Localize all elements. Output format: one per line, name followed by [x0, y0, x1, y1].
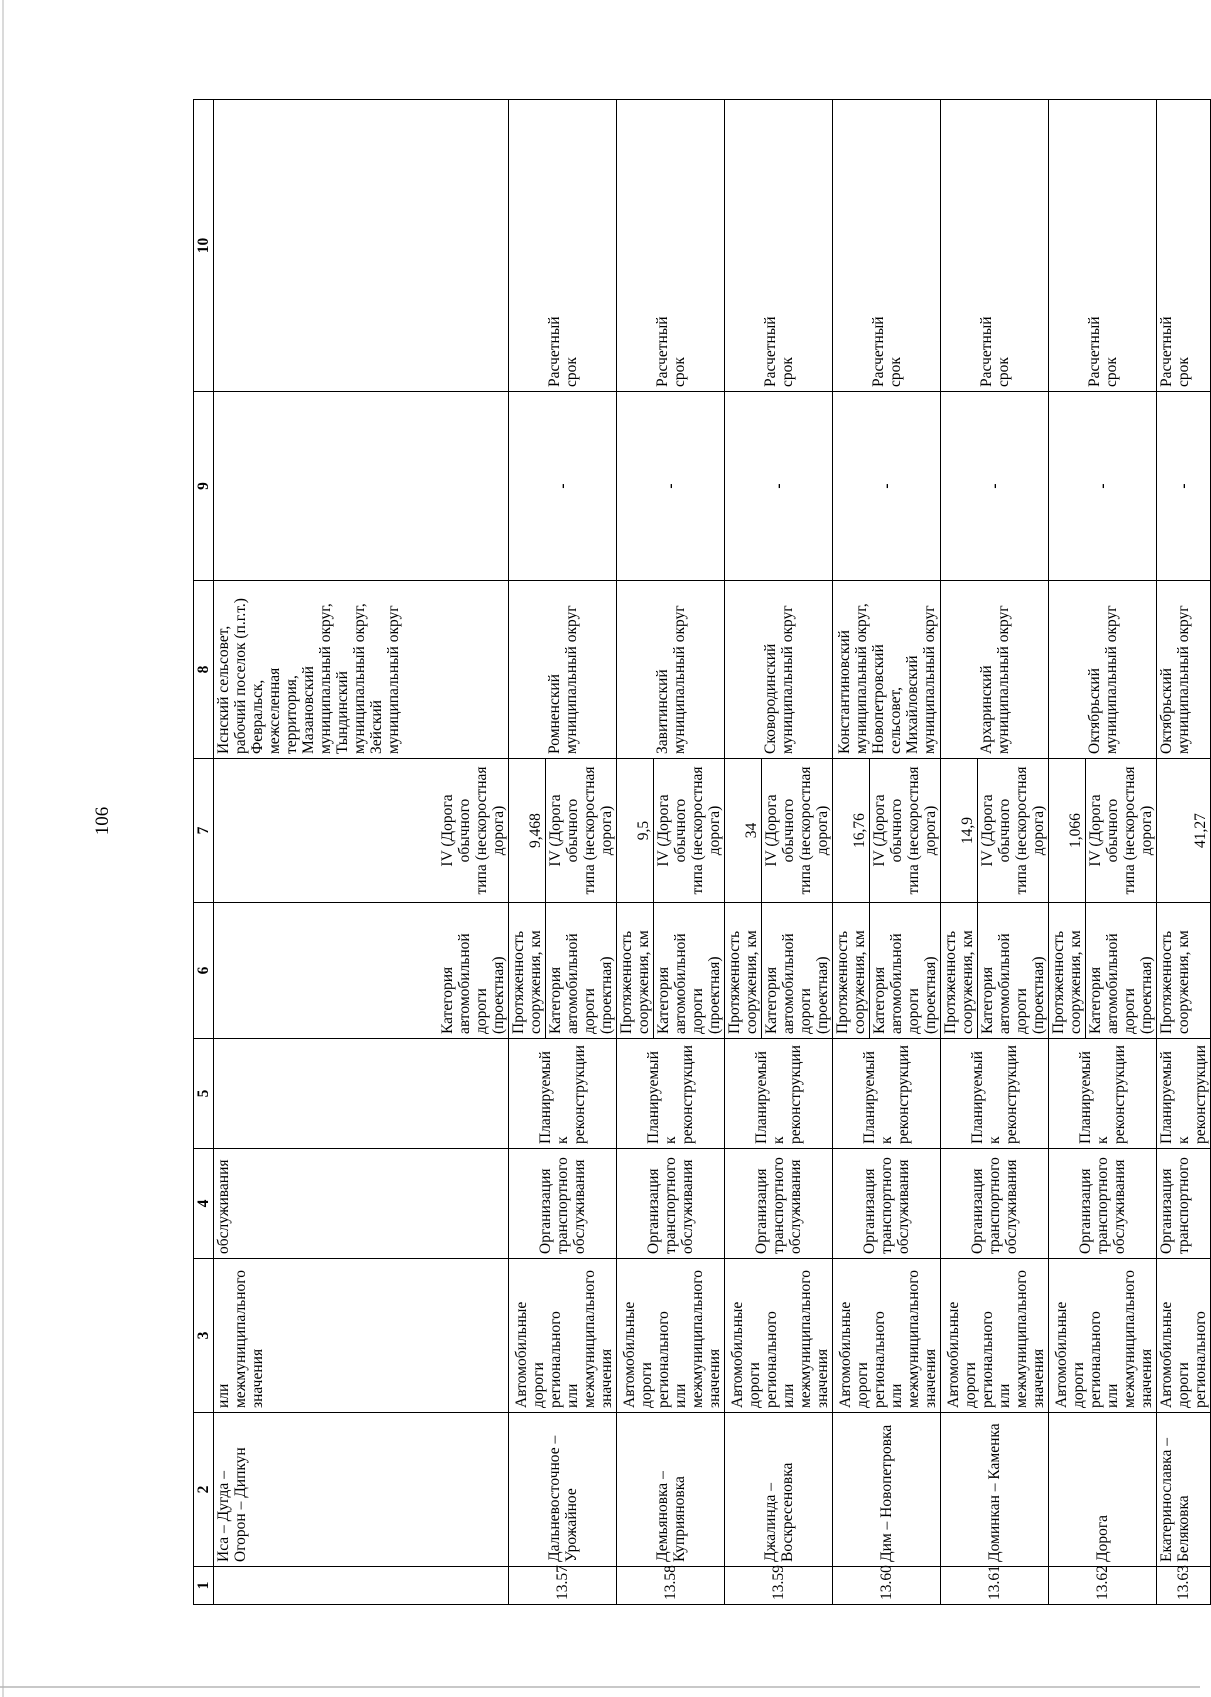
cell-param: Категория автомобильной дороги (проектная) — [978, 903, 1049, 1039]
rotated-table-wrapper — [193, 100, 1209, 1605]
column-number: 6 — [194, 903, 214, 1039]
cell-param: Категория автомобильной дороги (проектная) — [654, 903, 725, 1039]
cell-value: Автомобильные дороги регионального или межмуниципального значения — [1049, 1259, 1157, 1413]
cell-purpose: Организация транспортного обслуживания — [617, 1149, 725, 1259]
cell-value: Автомобильные дороги регионального или межмуниципального значения — [617, 1259, 725, 1413]
cell-location: Сковородинский муниципальный округ — [725, 581, 833, 759]
cell-term: Расчетный срок — [617, 100, 725, 392]
cell-param: Категория автомобильной дороги (проектная) — [214, 903, 509, 1039]
cell-no — [214, 1567, 509, 1605]
cell-col9 — [214, 392, 509, 581]
cell-route: Дим – Новопетровка — [833, 1413, 941, 1567]
cell-col9: - — [1049, 392, 1157, 581]
cell-location: Октябрьский муниципальный округ — [1049, 581, 1157, 759]
continuation-row — [214, 100, 509, 1605]
cell-col9: - — [1157, 392, 1211, 581]
table-row — [833, 100, 870, 1605]
cell-route: Доминкан – Каменка — [941, 1413, 1049, 1567]
cell-param-value: 34 — [725, 759, 762, 903]
cell-status — [214, 1039, 509, 1149]
road-objects-table — [193, 99, 1211, 1605]
cell-no: 13.61 — [941, 1567, 1049, 1605]
column-number: 1 — [194, 1567, 214, 1605]
cell-col9: - — [509, 392, 617, 581]
cell-route: Иса – Дугда – Огорон – Дипкун — [214, 1413, 509, 1567]
cell-param: Протяженность сооружения, км — [617, 903, 654, 1039]
cell-param-value: 9,5 — [617, 759, 654, 903]
column-number-row — [194, 100, 214, 1605]
cell-param: Протяженность сооружения, км — [1049, 903, 1086, 1039]
cell-status: Планируемый к реконструкции — [509, 1039, 617, 1149]
column-number: 9 — [194, 392, 214, 581]
table-row — [725, 100, 762, 1605]
cell-location: Архаринский муниципальный округ — [941, 581, 1049, 759]
cell-term: Расчетный срок — [509, 100, 617, 392]
table-row — [1157, 100, 1211, 1605]
column-number: 8 — [194, 581, 214, 759]
cell-location: Иснский сельсовет, рабочий поселок (п.г.т.) Февральск, межселенная территория, Мазановский муниципальный округ, Тындинский муниципальный округ, Зейский муниципальный округ — [214, 581, 509, 759]
cell-purpose: Организация транспортного обслуживания — [833, 1149, 941, 1259]
cell-purpose: Организация транспортного обслуживания — [509, 1149, 617, 1259]
cell-status: Планируемый к реконструкции — [833, 1039, 941, 1149]
cell-term: Расчетный срок — [1157, 100, 1211, 392]
cell-purpose: обслуживания — [214, 1149, 509, 1259]
cell-param: Протяженность сооружения, км — [941, 903, 978, 1039]
cell-purpose: Организация транспортного обслуживания — [1049, 1149, 1157, 1259]
cell-param-value: IV (Дорога обычного типа (нескоростная дорога) — [214, 759, 509, 903]
cell-term: Расчетный срок — [725, 100, 833, 392]
table-row — [941, 100, 978, 1605]
column-number: 7 — [194, 759, 214, 903]
cell-term: Расчетный срок — [1049, 100, 1157, 392]
cell-col9: - — [617, 392, 725, 581]
cell-param: Категория автомобильной дороги (проектная) — [1086, 903, 1157, 1039]
table-row — [1049, 100, 1086, 1605]
column-number: 4 — [194, 1149, 214, 1259]
cell-value: Автомобильные дороги регионального или межмуниципального значения — [725, 1259, 833, 1413]
cell-no: 13.62 — [1049, 1567, 1157, 1605]
cell-no: 13.63 — [1157, 1567, 1211, 1605]
cell-route: Дорога — [1049, 1413, 1157, 1567]
cell-route: Екатеринославка – Беляковка — [1157, 1413, 1211, 1567]
cell-route: Демьяновка – Куприяновка — [617, 1413, 725, 1567]
cell-value: Автомобильные дороги регионального или межмуниципального значения — [509, 1259, 617, 1413]
cell-param: Протяженность сооружения, км — [509, 903, 546, 1039]
cell-location: Ромненский муниципальный округ — [509, 581, 617, 759]
cell-purpose: Организация транспортного обслуживания — [941, 1149, 1049, 1259]
cell-param-value: IV (Дорога обычного типа (нескоростная дорога) — [654, 759, 725, 903]
cell-no: 13.59 — [725, 1567, 833, 1605]
cell-status: Планируемый к реконструкции — [1049, 1039, 1157, 1149]
column-number: 5 — [194, 1039, 214, 1149]
cell-value: Автомобильные дороги регионального или межмуниципального значения — [833, 1259, 941, 1413]
scan-artifact-line — [0, 1686, 1200, 1688]
cell-term: Расчетный срок — [941, 100, 1049, 392]
cell-param: Категория автомобильной дороги (проектная) — [546, 903, 617, 1039]
cell-param: Протяженность сооружения, км — [1157, 903, 1211, 1039]
cell-param-value: IV (Дорога обычного типа (нескоростная дорога) — [978, 759, 1049, 903]
cell-term: Расчетный срок — [833, 100, 941, 392]
cell-term — [214, 100, 509, 392]
cell-location: Завитинский муниципальный округ — [617, 581, 725, 759]
cell-param-value: 41,27 — [1157, 759, 1211, 903]
cell-location: Константиновский муниципальный округ, Новопетровский сельсовет, Михайловский муниципальный округ — [833, 581, 941, 759]
cell-value: Автомобильные дороги регионального или межмуниципального значения — [941, 1259, 1049, 1413]
table-row — [509, 100, 546, 1605]
cell-location: Октябрьский муниципальный округ — [1157, 581, 1211, 759]
cell-param-value: IV (Дорога обычного типа (нескоростная дорога) — [546, 759, 617, 903]
column-number: 10 — [194, 100, 214, 392]
cell-param: Протяженность сооружения, км — [833, 903, 870, 1039]
cell-param-value: IV (Дорога обычного типа (нескоростная дорога) — [870, 759, 941, 903]
cell-param: Категория автомобильной дороги (проектная) — [762, 903, 833, 1039]
cell-no: 13.58 — [617, 1567, 725, 1605]
cell-status: Планируемый к реконструкции — [1157, 1039, 1211, 1149]
cell-no: 13.60 — [833, 1567, 941, 1605]
cell-param: Категория автомобильной дороги (проектная) — [870, 903, 941, 1039]
cell-status: Планируемый к реконструкции — [725, 1039, 833, 1149]
cell-route: Джалинда – Воскресеновка — [725, 1413, 833, 1567]
column-number: 2 — [194, 1413, 214, 1567]
cell-purpose: Организация транспортного — [1157, 1149, 1211, 1259]
cell-param-value: 1,066 — [1049, 759, 1086, 903]
cell-status: Планируемый к реконструкции — [617, 1039, 725, 1149]
cell-param: Протяженность сооружения, км — [725, 903, 762, 1039]
cell-param-value: 14,9 — [941, 759, 978, 903]
table-row — [617, 100, 654, 1605]
cell-purpose: Организация транспортного обслуживания — [725, 1149, 833, 1259]
cell-param-value: 16,76 — [833, 759, 870, 903]
cell-param-value: IV (Дорога обычного типа (нескоростная дорога) — [762, 759, 833, 903]
cell-col9: - — [941, 392, 1049, 581]
cell-col9: - — [833, 392, 941, 581]
column-number: 3 — [194, 1259, 214, 1413]
scan-artifact-edge — [2, 0, 4, 1697]
cell-col9: - — [725, 392, 833, 581]
cell-param-value: IV (Дорога обычного типа (нескоростная дорога) — [1086, 759, 1157, 903]
page-number: 106 — [92, 806, 113, 836]
cell-no: 13.57 — [509, 1567, 617, 1605]
cell-route: Дальневосточное – Урожайное — [509, 1413, 617, 1567]
cell-value: или межмуниципального значения — [214, 1259, 509, 1413]
cell-status: Планируемый к реконструкции — [941, 1039, 1049, 1149]
cell-param-value: 9,468 — [509, 759, 546, 903]
cell-value: Автомобильные дороги регионального — [1157, 1259, 1211, 1413]
